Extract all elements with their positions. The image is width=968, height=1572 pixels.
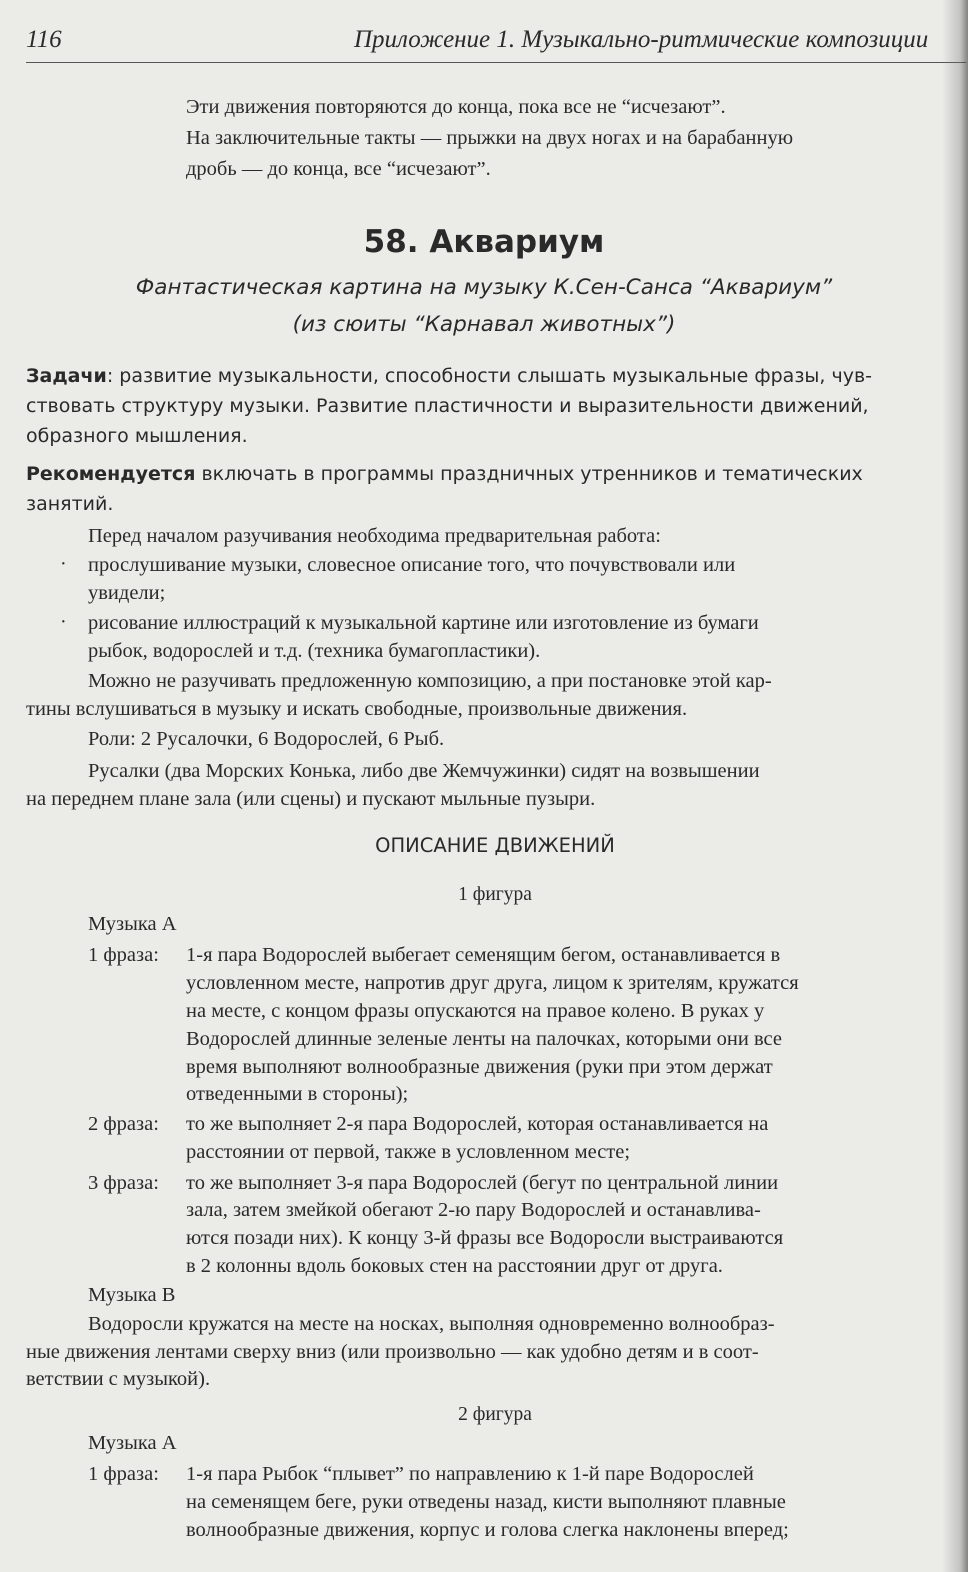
tasks-line-2: ствовать структуру музыки. Развитие пластичности и выразительности движений, (26, 395, 869, 417)
page-edge-shadow (942, 0, 968, 1572)
movements-heading: ОПИСАНИЕ ДВИЖЕНИЙ (375, 834, 615, 857)
figure-1-label: 1 фигура (458, 884, 532, 905)
free-line-2: тины вслушиваться в музыку и искать свободные, произвольные движения. (26, 698, 688, 720)
f1-phrase-1-line-1: 1-я пара Водорослей выбегает семенящим бегом, останавливается в (186, 944, 781, 966)
f1-phrase-1-line-6: отведенными в стороны); (186, 1083, 409, 1105)
f2-phrase-1-line-3: волнообразные движения, корпус и голова слегка наклонены вперед; (186, 1519, 789, 1541)
figure-2-label: 2 фигура (458, 1404, 532, 1425)
mermaids-line-2: на переднем плане зала (или сцены) и пускают мыльные пузыри. (26, 788, 596, 810)
music-b-line-2: ные движения лентами сверху вниз (или произвольно — как удобно детям и в соот- (26, 1341, 759, 1363)
f1-phrase-3-line-4: в 2 колонны вдоль боковых стен на расстоянии друг от друга. (186, 1255, 723, 1277)
f1-phrase-1-line-4: Водорослей длинные зеленые ленты на палочках, которыми они все (186, 1028, 782, 1050)
f2-phrase-1-line-2: на семенящем беге, руки отведены назад, кисти выполняют плавные (186, 1491, 786, 1513)
music-b-line-1: Водоросли кружатся на месте на носках, выполняя одновременно волнообраз- (88, 1313, 775, 1335)
f1-phrase-2-line-1: то же выполняет 2-я пара Водорослей, которая останавливается на (186, 1113, 769, 1135)
recommend-line-2: занятий. (26, 493, 114, 515)
recommend-label: Рекомендуется (26, 463, 196, 485)
phrase-label: 1 фраза: (88, 944, 159, 966)
bullet-2-line-1: рисование иллюстраций к музыкальной картине или изготовление из бумаги (88, 612, 759, 634)
figure-1-music-b: Музыка В (88, 1284, 176, 1306)
music-b-line-3: ветствии с музыкой). (26, 1368, 211, 1390)
recommend-line-1: Рекомендуется включать в программы праздничных утренников и тематических (26, 463, 863, 485)
f1-phrase-3-line-2: зала, затем змейкой обегают 2-ю пару Водорослей и останавлива- (186, 1199, 761, 1221)
f2-phrase-1-line-1: 1-я пара Рыбок “плывет” по направлению к 1-й паре Водорослей (186, 1463, 754, 1485)
f1-phrase-1-line-3: на месте, с концом фразы опускаются на правое колено. В руках у (186, 1000, 765, 1022)
bullet-mark: · (60, 611, 67, 633)
free-line-1: Можно не разучивать предложенную композицию, а при постановке этой кар- (88, 670, 772, 692)
tasks-line-1: Задачи: развитие музыкальности, способности слышать музыкальные фразы, чув- (26, 365, 873, 387)
f1-phrase-1-line-2: условленном месте, напротив друг друга, лицом к зрителям, кружатся (186, 972, 799, 994)
phrase-label: 3 фраза: (88, 1172, 159, 1194)
bullet-2-line-2: рыбок, водорослей и т.д. (техника бумагопластики). (88, 640, 541, 662)
section-subtitle-1: Фантастическая картина на музыку К.Сен-Санса “Аквариум” (135, 275, 833, 300)
intro-line-2: На заключительные такты — прыжки на двух ногах и на барабанную (186, 127, 794, 149)
running-header (26, 22, 966, 63)
prep-intro: Перед началом разучивания необходима предварительная работа: (88, 525, 661, 547)
f1-phrase-2-line-2: расстоянии от первой, также в условленном месте; (186, 1141, 631, 1163)
figure-2-music-a: Музыка А (88, 1432, 177, 1454)
f1-phrase-3-line-1: то же выполняет 3-я пара Водорослей (бегут по центральной линии (186, 1172, 779, 1194)
f1-phrase-3-line-3: ются позади них). К концу 3-й фразы все Водоросли выстраиваются (186, 1227, 784, 1249)
bullet-1-line-1: прослушивание музыки, словесное описание того, что почувствовали или (88, 554, 736, 576)
bullet-1-line-2: увидели; (88, 582, 166, 604)
figure-1-music-a: Музыка А (88, 913, 177, 935)
mermaids-line-1: Русалки (два Морских Конька, либо две Жемчужинки) сидят на возвышении (88, 760, 760, 782)
phrase-label: 2 фраза: (88, 1113, 159, 1135)
f1-phrase-1-line-5: время выполняют волнообразные движения (руки при этом держат (186, 1056, 773, 1078)
tasks-label: Задачи (26, 365, 107, 387)
section-subtitle-2: (из сюиты “Карнавал животных”) (292, 312, 676, 337)
bullet-mark: · (60, 553, 67, 575)
section-title: 58. Аквариум (363, 224, 605, 260)
running-title: Приложение 1. Музыкально-ритмические композиции (354, 26, 929, 53)
tasks-line-3: образного мышления. (26, 425, 248, 447)
phrase-label: 1 фраза: (88, 1463, 159, 1485)
intro-line-3: дробь — до конца, все “исчезают”. (186, 158, 491, 180)
intro-line-1: Эти движения повторяются до конца, пока все не “исчезают”. (186, 96, 726, 118)
roles-line: Роли: 2 Русалочки, 6 Водорослей, 6 Рыб. (88, 728, 445, 750)
page-number: 116 (26, 26, 62, 53)
